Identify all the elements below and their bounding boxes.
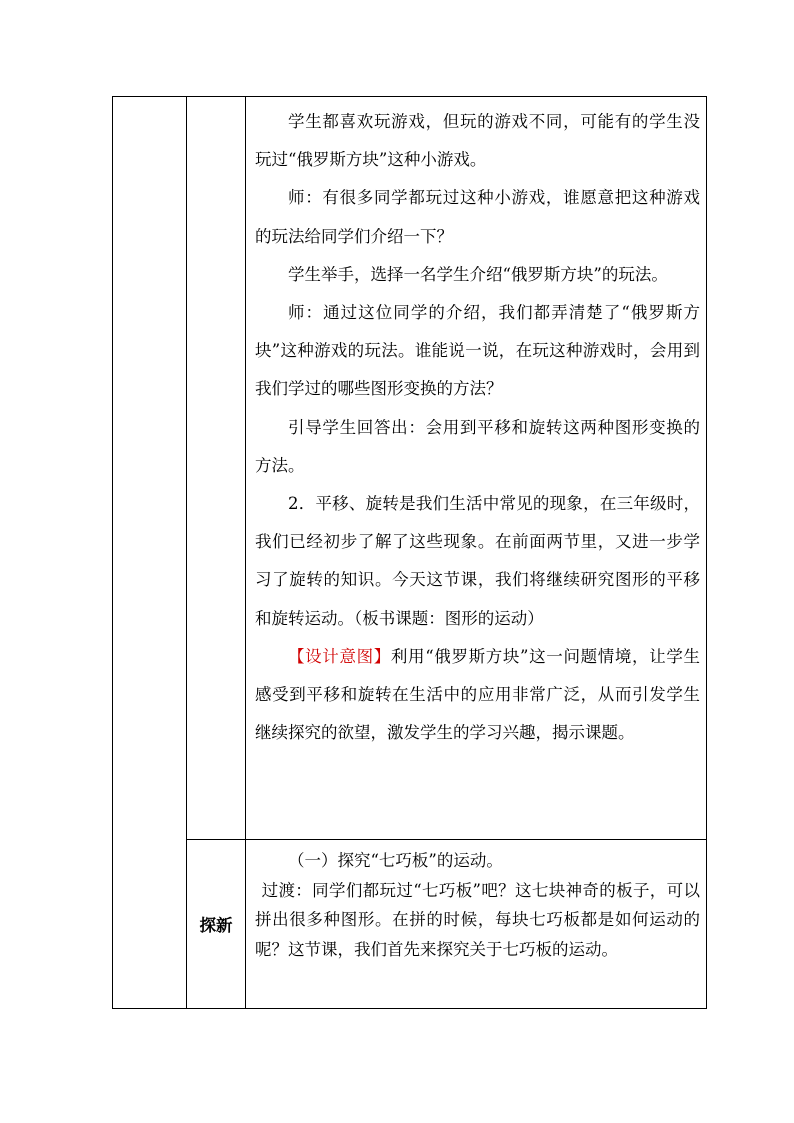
intro-paragraph-6: 2．平移、旋转是我们生活中常见的现象，在三年级时，我们已经初步了解了这些现象。在前面两节里，又进一步学习了旋转的知识。今天这节课，我们将继续研究图形的平移和旋转运动。（板书课题：图形的运动） (255, 494, 700, 628)
intro-content-cell (246, 97, 707, 840)
lesson-plan-table (112, 96, 707, 1009)
intro-paragraph-3: 学生举手，选择一名学生介绍“俄罗斯方块”的玩法。 (288, 264, 668, 284)
explore-heading: （一）探究“七巧板”的运动。 (288, 851, 503, 870)
intro-label-cell (187, 97, 246, 840)
intro-paragraph-4: 师：通过这位同学的介绍，我们都弄清楚了“俄罗斯方块”这种游戏的玩法。谁能说一说，在玩这种游戏时，会用到我们学过的哪些图形变换的方法？ (255, 303, 700, 399)
explore-content-cell (246, 840, 707, 1009)
design-intent-label: 【设计意图】 (288, 646, 391, 666)
intro-paragraph-2: 师：有很多同学都玩过这种小游戏，谁愿意把这种游戏的玩法给同学们介绍一下？ (255, 188, 700, 246)
intro-paragraph-1: 学生都喜欢玩游戏，但玩的游戏不同，可能有的学生没玩过“俄罗斯方块”这种小游戏。 (255, 112, 700, 170)
intro-paragraph-5: 引导学生回答出：会用到平移和旋转这两种图形变换的方法。 (255, 417, 700, 475)
table-row (113, 97, 707, 840)
explore-label: 探新 (187, 840, 246, 1009)
outer-stage-cell (113, 97, 187, 1009)
explore-paragraph: 过渡：同学们都玩过“七巧板”吧？这七块神奇的板子，可以拼出很多种图形。在拼的时候，每块七巧板都是如何运动的呢？这节课，我们首先来探究关于七巧板的运动。 (255, 880, 700, 959)
table-row (113, 840, 707, 1009)
design-intent-paragraph (255, 638, 700, 753)
design-intent-text: 利用“俄罗斯方块”这一问题情境，让学生感受到平移和旋转在生活中的应用非常广泛，从而引发学生继续探究的欲望，激发学生的学习兴趣，揭示课题。 (255, 646, 700, 743)
